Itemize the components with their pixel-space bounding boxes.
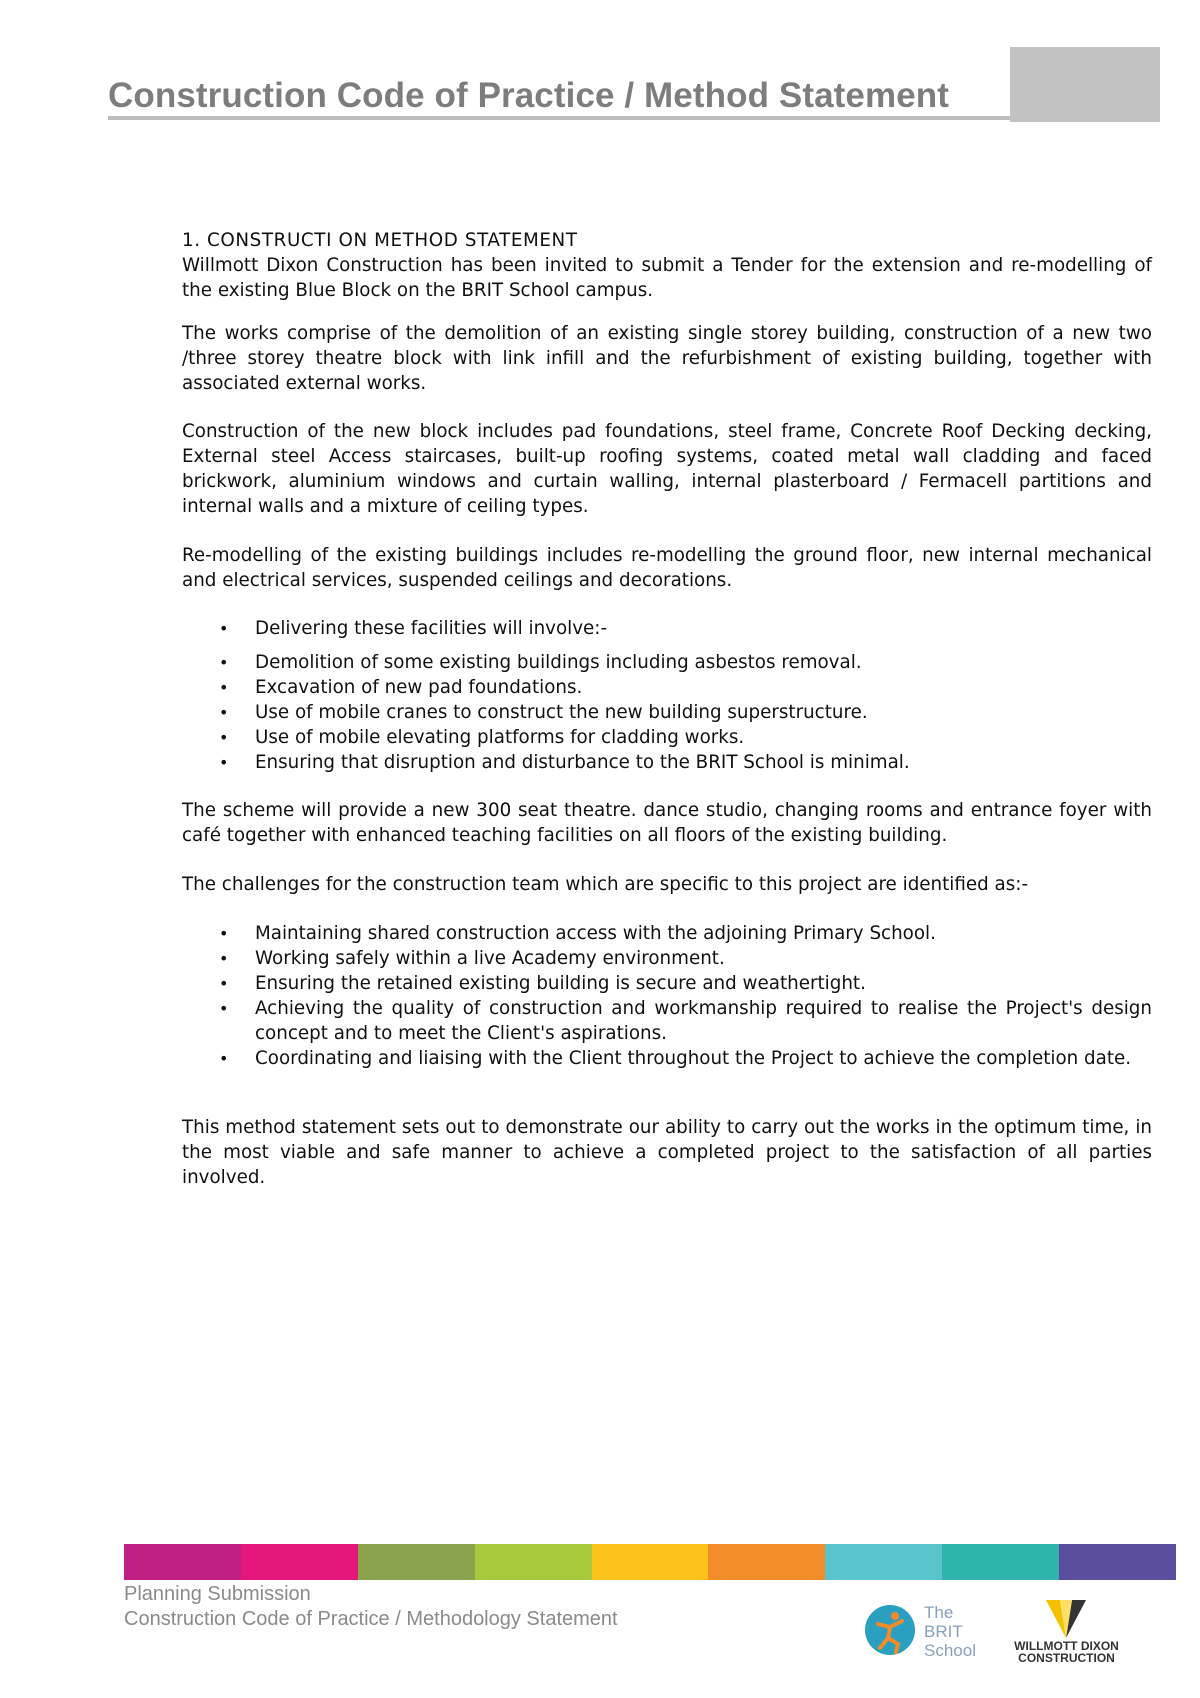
section-heading: 1. CONSTRUCTI ON METHOD STATEMENT	[182, 230, 578, 251]
brit-logo-word-the: The	[924, 1603, 954, 1622]
page-title: Construction Code of Practice / Method Statement	[108, 76, 949, 115]
color-bar-segment	[124, 1544, 241, 1580]
paragraph-intro: Willmott Dixon Construction has been invited to submit a Tender for the extension and re-modelling of the existing Blue Block on the BRIT School campus.	[182, 255, 1152, 301]
bullet-icon: •	[219, 924, 229, 943]
brit-logo-word-brit: BRIT	[924, 1622, 963, 1641]
list-item	[182, 1046, 1152, 1071]
bullet-text: Coordinating and liaising with the Client throughout the Project to achieve the completion date.	[255, 1048, 1132, 1069]
list-item	[182, 971, 1152, 996]
list-item	[182, 700, 1152, 725]
bullet-icon: •	[219, 974, 229, 993]
list-item	[182, 996, 1152, 1046]
bullet-text: Excavation of new pad foundations.	[255, 677, 583, 698]
willmott-dixon-logo-text	[1014, 1640, 1119, 1664]
yellow-chevron-icon	[1044, 1598, 1088, 1640]
paragraph-new-block: Construction of the new block includes pad foundations, steel frame, Concrete Roof Decking decking, External steel Access staircases, built-up roofing systems, coated metal wall cladding and faced brickwork, aluminium windows and curtain walling, internal plasterboard / Fermacell partitions and internal walls and a mixture of ceiling types.	[182, 421, 1152, 517]
list-item	[182, 725, 1152, 750]
brit-logo-text	[924, 1603, 976, 1660]
bullet-icon: •	[219, 653, 229, 672]
bullet-icon: •	[219, 1049, 229, 1068]
bullet-text: Use of mobile cranes to construct the new building superstructure.	[255, 702, 868, 723]
color-bar-segment	[475, 1544, 592, 1580]
paragraph-closing: This method statement sets out to demonstrate our ability to carry out the works in the optimum time, in the most viable and safe manner to achieve a completed project to the satisfaction of all parties involved.	[182, 1117, 1152, 1188]
bullet-icon: •	[219, 728, 229, 747]
bullet-icon: •	[219, 949, 229, 968]
footer-line-statement: Construction Code of Practice / Methodology Statement	[124, 1608, 618, 1630]
bullet-icon: •	[219, 703, 229, 722]
facility-bullet-list	[182, 650, 1152, 775]
bullet-text: Maintaining shared construction access with the adjoining Primary School.	[255, 923, 936, 944]
wd-logo-word-construction: CONSTRUCTION	[1018, 1651, 1115, 1665]
bullet-icon: •	[219, 678, 229, 697]
color-bar-segment	[942, 1544, 1059, 1580]
bullet-text: Ensuring that disruption and disturbance to the BRIT School is minimal.	[255, 752, 910, 773]
color-bar-segment	[1059, 1544, 1176, 1580]
bullet-text: Ensuring the retained existing building is secure and weathertight.	[255, 973, 866, 994]
paragraph-scheme: The scheme will provide a new 300 seat theatre. dance studio, changing rooms and entrance foyer with café together with enhanced teaching facilities on all floors of the existing building.	[182, 800, 1152, 846]
list-item	[182, 675, 1152, 700]
paragraph-challenges-intro: The challenges for the construction team which are specific to this project are identified as:-	[182, 874, 1029, 895]
footer-text	[124, 1582, 618, 1632]
brit-logo-word-school: School	[924, 1641, 976, 1660]
challenge-bullet-list	[182, 921, 1152, 1071]
bullet-text: Demolition of some existing buildings including asbestos removal.	[255, 652, 862, 673]
bullet-icon: •	[219, 999, 229, 1018]
bullet-text: Delivering these facilities will involve:-	[255, 618, 608, 639]
list-item	[182, 921, 1152, 946]
color-bar-segment	[358, 1544, 475, 1580]
color-bar-segment	[708, 1544, 825, 1580]
list-item	[182, 616, 1152, 641]
bullet-text: Working safely within a live Academy environment.	[255, 948, 725, 969]
paragraph-works: The works comprise of the demolition of an existing single storey building, construction of a new two /three storey theatre block with link infill and the refurbishment of existing building, together with associated external works.	[182, 323, 1152, 394]
list-item	[182, 650, 1152, 675]
bullet-text: Use of mobile elevating platforms for cladding works.	[255, 727, 745, 748]
list-item	[182, 750, 1152, 775]
document-body	[182, 228, 1152, 1190]
paragraph-remodelling: Re-modelling of the existing buildings includes re-modelling the ground floor, new internal mechanical and electrical services, suspended ceilings and decorations.	[182, 545, 1152, 591]
footer-line-planning: Planning Submission	[124, 1583, 311, 1605]
header-rule	[108, 116, 1010, 120]
color-bar-segment	[241, 1544, 358, 1580]
bullet-icon: •	[219, 619, 229, 638]
footer-color-bar	[124, 1544, 1176, 1580]
bullet-text: Achieving the quality of construction and workmanship required to realise the Project's design concept and to meet the Client's aspirations.	[255, 998, 1152, 1044]
color-bar-segment	[825, 1544, 942, 1580]
bullet-icon: •	[219, 753, 229, 772]
color-bar-segment	[592, 1544, 709, 1580]
list-item	[182, 946, 1152, 971]
lead-bullet-list	[182, 616, 1152, 641]
header-box	[1010, 47, 1160, 122]
wd-logo-word-name: WILLMOTT DIXON	[1014, 1639, 1119, 1653]
